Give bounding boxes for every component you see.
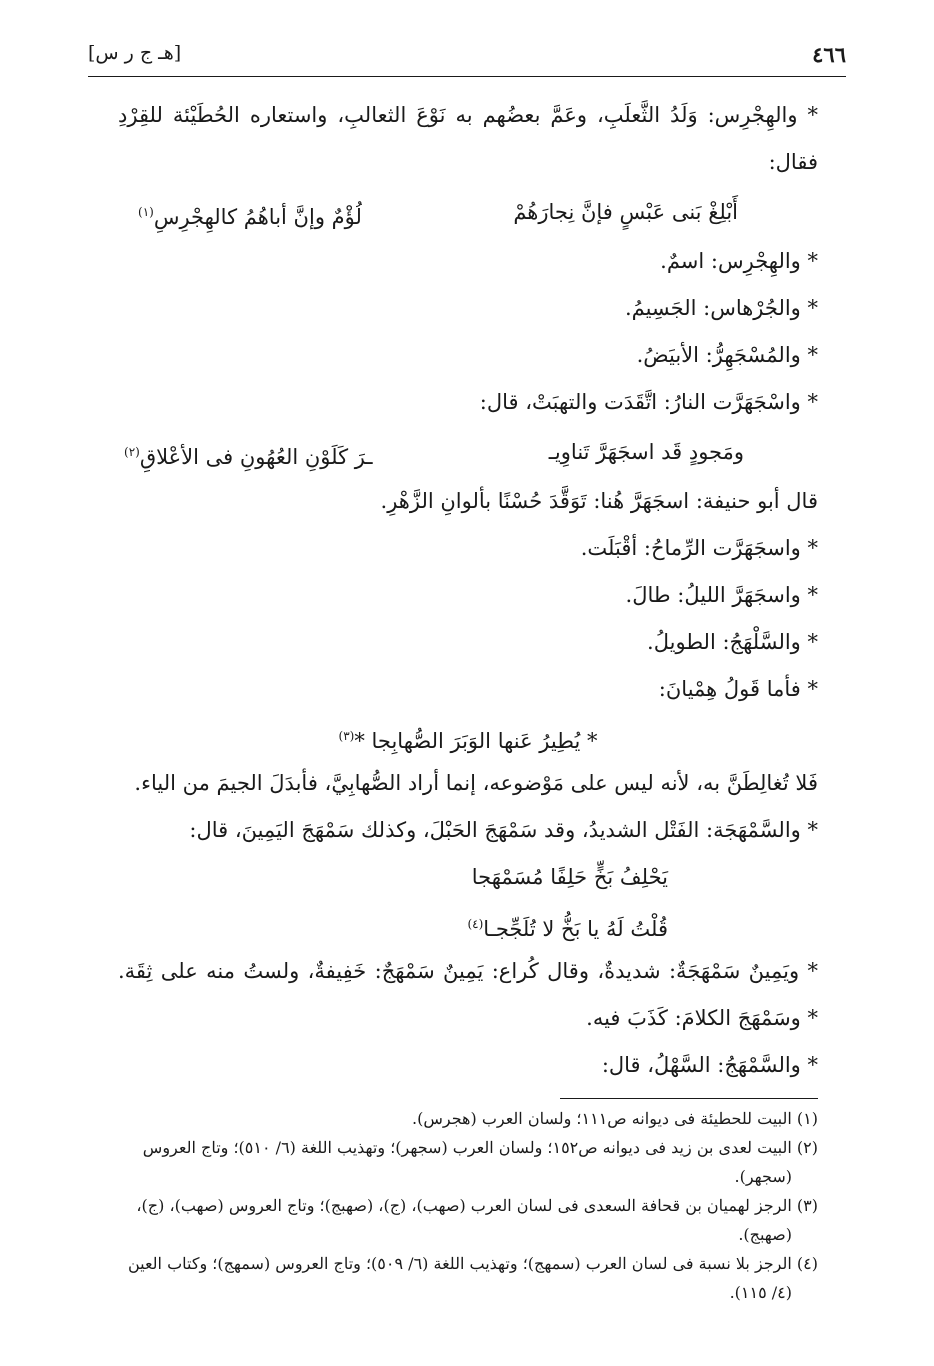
header-rule [88,76,846,77]
verse-first-hemistich: أَبْلِغْ بَنى عَبْسٍ فإنَّ نِجارَهُمْ [513,200,738,224]
entry-line: فَلا تُغالِطَنَّ به، لأنه ليس على مَوْضوعه، إنما أراد الصُّهابِيَّ، فأبدَلَ الجيمَ من الياء. [134,771,818,795]
footnote: (١) البيت للحطيئة فى ديوانه ص١١١؛ ولسان العرب (هجرس). [412,1109,818,1128]
footnote: (٢) البيت لعدى بن زيد فى ديوانه ص١٥٢؛ ولسان العرب (سجهر)؛ وتهذيب اللغة (٦/ ٥١٠)؛ وتاج العروس [142,1138,818,1157]
footnote: (٣) الرجز لهميان بن قحافة السعدى فى لسان العرب (صهب)، (ج)، (صهبج)؛ وتاج العروس (صهب)، (ج)، [136,1196,818,1215]
footnote-marker: (٤) [467,917,484,931]
entry-line: * والسَّمْهَجُ: السَّهْلُ، قال: [601,1053,818,1077]
verse-second-hemistich [118,426,373,478]
page-number: ٤٦٦ [812,42,846,67]
verse-first-hemistich: ومَجودٍ قَد اسجَهَرَّ تَناوِيـ [548,440,744,464]
footnote-marker: (١) [138,205,154,219]
verse-text: لُؤْمٌ وإنَّ أباهُمُ كالهِجْرِسِ [153,205,362,229]
rajaz-verse [118,901,818,948]
entry-line: * والهِجْرِس: وَلَدُ الثَّعلَبِ، وعَمَّ بعضُهم به نَوْعَ الثعالبِ، واستعاره الحُطَيْئة للقِرْدِ [118,103,818,127]
rajaz-verse [118,713,818,760]
entry-line: فقال: [768,150,818,174]
verse-second-hemistich [118,186,362,238]
entry-line: * واسْجَهَرَّت النارُ: اتَّقَدَت والتهبَتْ، قال: [479,390,818,414]
footnote-continuation: (٤/ ١١٥). [729,1283,792,1302]
running-head: [هـ ج ر س] [88,42,182,64]
entry-line: * فأما قَولُ هِمْيانَ: [658,677,818,701]
page-header [88,38,846,72]
footnote-marker: (٢) [124,445,140,459]
main-text [118,92,818,1089]
footnote-marker: (٣) [338,729,355,743]
poem-verse [118,426,818,478]
entry-line: * والسَّلْهَجُ: الطويلُ. [647,630,818,654]
footnote: (٤) الرجز بلا نسبة فى لسان العرب (سمهج)؛ وتهذيب اللغة (٦/ ٥٠٩)؛ وتاج العروس (سمهج)؛ وكتاب العين [127,1254,818,1273]
verse-text: * يُطِيرُ عَنها الوَبَرَ الصُّهابِجا * [354,729,598,753]
footnotes [116,1104,818,1307]
verse-text: ـرَ كَلَوْنِ العُهُونِ فى الأعْلاقِ [139,445,373,469]
rajaz-verse: يَحْلِفُ بَخٍّ حَلِفًا مُسَمْهَجا [471,865,668,889]
entry-line: * وسَمْهَجَ الكلامَ: كَذَبَ فيه. [586,1006,818,1030]
footnote-continuation: (صهبج). [738,1225,792,1244]
verse-text: قُلْتُ لَهُ يا بَخُّ لا تُلَجِّجـا [483,917,668,941]
entry-line: * والجُرْهاس: الجَسِيمُ. [624,296,818,320]
entry-line: قال أبو حنيفة: اسجَهَرَّ هُنا: تَوَقَّدَ حُسْنًا بألوانِ الزَّهْرِ. [380,489,818,513]
footnote-continuation: (سجهر). [734,1167,792,1186]
entry-line: * واسجَهَرَّت الرِّماحُ: أقْبَلَت. [580,536,818,560]
footnote-rule [560,1098,818,1099]
entry-line: * والهِجْرِس: اسمٌ. [660,249,818,273]
entry-line: * والسَّمْهَجَة: الفَتْل الشديدُ، وقد سَمْهَجَ الحَبْلَ، وكذلك سَمْهَجَ اليَمِينَ، قال: [189,818,818,842]
poem-verse [118,186,818,238]
entry-line: * والمُسْجَهِرُّ: الأبيَضُ. [636,343,818,367]
entry-line: * واسجَهَرَّ الليلُ: طالَ. [625,583,818,607]
entry-line: * ويَمِينٌ سَمْهَجَةٌ: شديدةٌ، وقال كُراع: يَمِينٌ سَمْهَجٌ: خَفِيفةٌ، ولستُ منه على ثِقَة. [118,959,818,983]
